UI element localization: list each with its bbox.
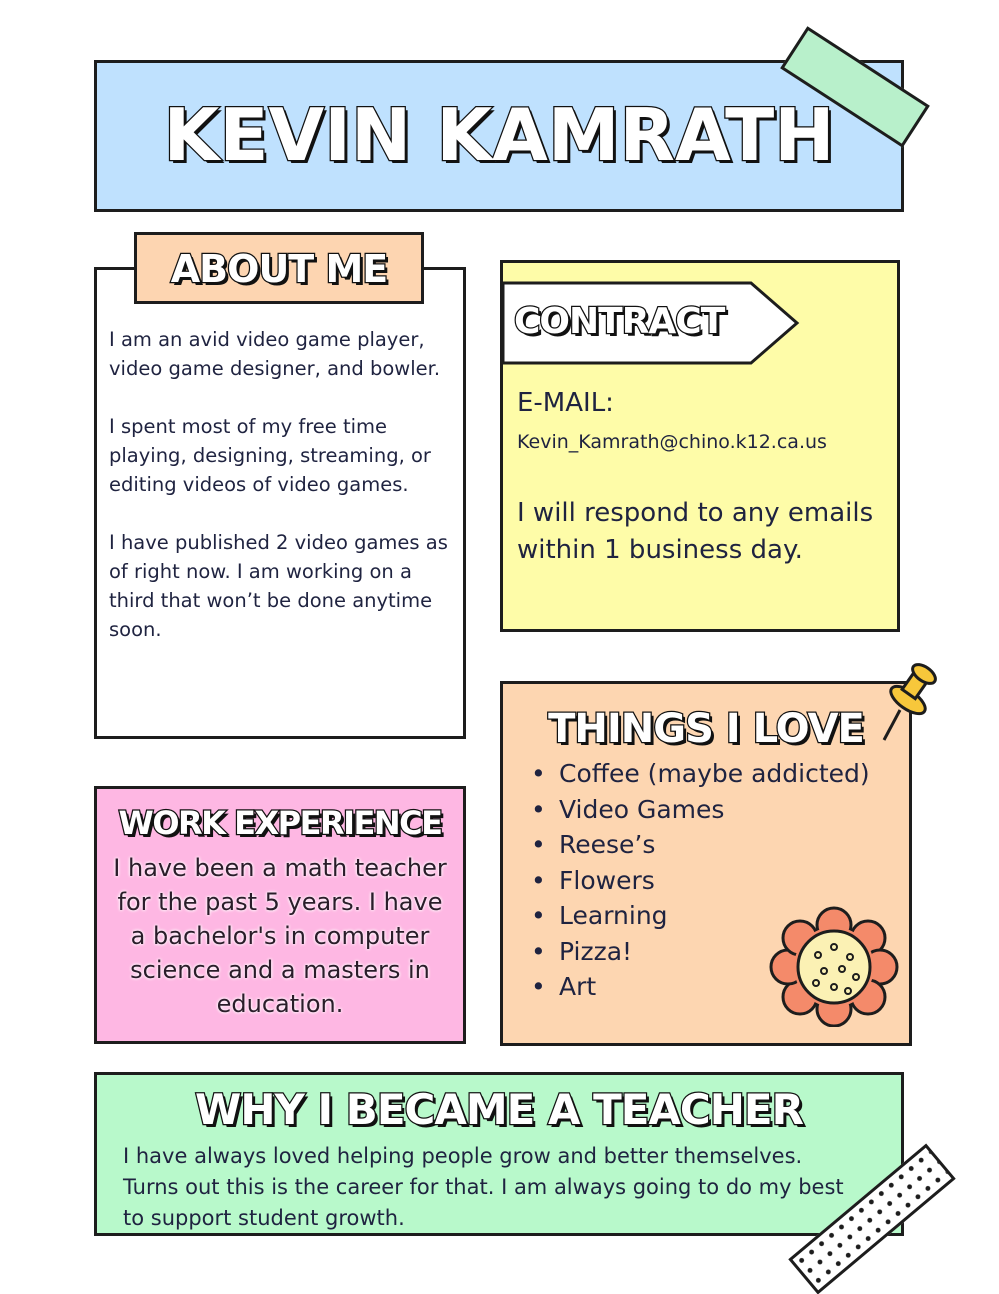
things-title: THINGS I LOVE	[548, 706, 864, 752]
page-title: KEVIN KAMRATH	[163, 93, 835, 177]
list-item: • Coffee (maybe addicted)	[531, 756, 870, 792]
email-label: E-MAIL:	[517, 388, 614, 418]
about-title: ABOUT ME	[170, 247, 388, 291]
list-item: • Video Games	[531, 792, 870, 828]
about-paragraph: I spent most of my free time playing, designing, streaming, or editing videos of video games.	[109, 415, 431, 496]
about-card	[94, 267, 466, 739]
why-title: WHY I BECAME A TEACHER	[195, 1085, 803, 1134]
header-banner	[94, 60, 904, 212]
contract-title-overlay: CONTRACT	[514, 301, 725, 342]
list-item: • Flowers	[531, 863, 870, 899]
work-card	[94, 786, 466, 1044]
about-paragraph: I am an avid video game player, video game designer, and bowler.	[109, 328, 441, 380]
about-body	[109, 325, 455, 673]
flower-icon	[768, 905, 900, 1027]
why-body: I have always loved helping people grow and better themselves. Turns out this is the career for that. I am always going to do my best to support student growth.	[123, 1144, 844, 1230]
email-value: Kevin_Kamrath@chino.k12.ca.us	[517, 431, 827, 453]
list-item: • Pizza!	[531, 934, 870, 970]
work-title: WORK EXPERIENCE	[118, 804, 442, 842]
about-paragraph: I have published 2 video games as of right now. I am working on a third that won’t be done anytime soon.	[109, 531, 448, 641]
list-item: • Art	[531, 969, 870, 1005]
work-body: I have been a math teacher for the past 5 years. I have a bachelor's in computer science and a masters in education.	[113, 854, 447, 1018]
push-pin-icon	[878, 660, 938, 742]
list-item: • Learning	[531, 898, 870, 934]
about-title-tag	[134, 232, 424, 304]
list-item: • Reese’s	[531, 827, 870, 863]
why-card	[94, 1072, 904, 1236]
contract-note: I will respond to any emails within 1 business day.	[517, 498, 874, 565]
